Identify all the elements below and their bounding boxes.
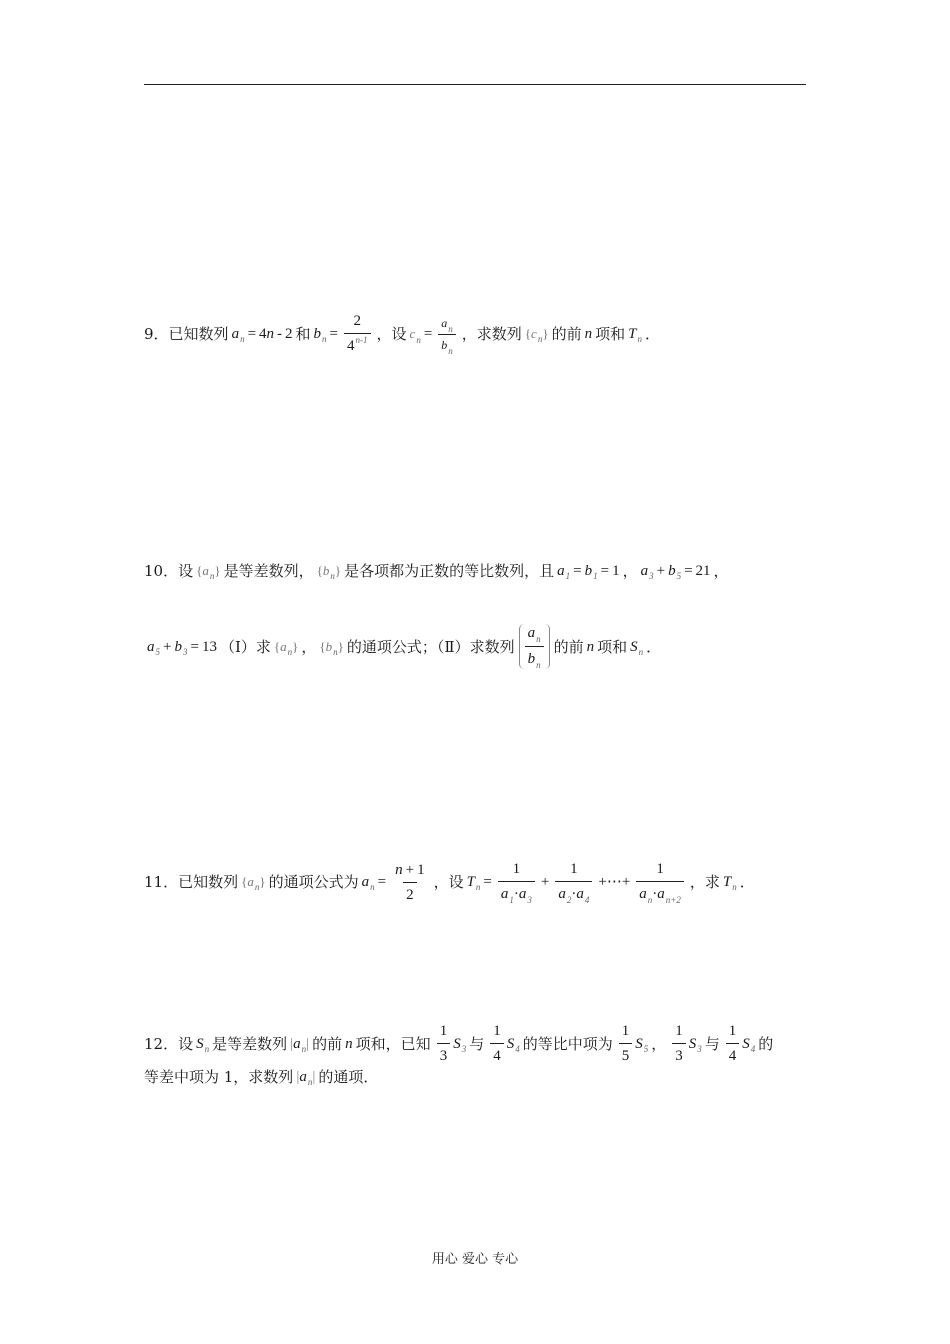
problem-text: （Ⅰ）求 bbox=[219, 637, 271, 656]
problem-text: ， bbox=[651, 1034, 667, 1053]
problem-text: 的通项． bbox=[318, 1068, 379, 1086]
page-footer: 用心 爱心 专心 bbox=[431, 1252, 519, 1267]
problem-text: 与 bbox=[704, 1034, 720, 1053]
problem-text: ，设 bbox=[376, 325, 407, 343]
formula-cn: $c_n$ = $\frac{a_n}{b_n}$ bbox=[410, 316, 459, 353]
formula-set-an: { a n } bbox=[196, 563, 221, 581]
problem-text: 设 bbox=[178, 562, 194, 580]
problem-text: ， bbox=[622, 562, 638, 580]
formula-fifth-S5: $\frac{1}{5}$ S 5 bbox=[616, 1022, 649, 1065]
formula-set-cn: { c n } bbox=[524, 326, 549, 344]
problem-text: 的等比中项为 bbox=[522, 1034, 613, 1053]
problem-text: 是等差数列 bbox=[212, 1034, 288, 1053]
problem-text: 已知数列 bbox=[168, 325, 229, 343]
formula-bn: b n = $\frac{2}{4^{n-1}}$ bbox=[314, 312, 374, 356]
problem-text: 项和 bbox=[595, 325, 626, 343]
problem-text: 是等差数列， bbox=[223, 562, 314, 580]
formula-n: n bbox=[345, 1035, 353, 1052]
problem-text: ． bbox=[646, 637, 662, 656]
formula-set-an: { a n } bbox=[241, 874, 266, 892]
formula-a5-b3: a 5 + b 3 = 13 bbox=[147, 638, 217, 657]
problem-9 bbox=[144, 312, 814, 356]
header-rule bbox=[144, 84, 806, 85]
problem-text: 已知数列 bbox=[178, 873, 239, 891]
formula-Tn: T n bbox=[722, 874, 737, 892]
problem-text: ． bbox=[644, 325, 660, 343]
formula-n: n bbox=[584, 326, 593, 342]
problem-text: 与 bbox=[469, 1034, 485, 1053]
problem-text: ，设 bbox=[433, 873, 464, 891]
problem-text: ，求数列 bbox=[461, 325, 522, 343]
formula-Tn: T n bbox=[628, 326, 642, 344]
problem-text: 项和，已知 bbox=[355, 1034, 431, 1053]
formula-third-S3: $\frac{1}{3}$ S 3 bbox=[669, 1022, 702, 1065]
formula-set-an-over-bn: $\frac{a_n}{b_n}$ bbox=[519, 624, 550, 669]
formula-abs-an: | a n | bbox=[290, 1035, 310, 1054]
problem-number: 9． bbox=[144, 325, 169, 343]
problem-12-line-2 bbox=[144, 1066, 814, 1088]
formula-Sn: S n bbox=[630, 638, 644, 657]
problem-text: 和 bbox=[295, 325, 311, 343]
formula-quarter-S4: $\frac{1}{4}$ S 4 bbox=[487, 1022, 520, 1065]
formula-set-bn: { b n } bbox=[319, 638, 344, 657]
formula-third-S3: $\frac{1}{3}$ S 3 bbox=[434, 1022, 467, 1065]
formula-Tn-sum: T n = $\frac{1}{a_1\cdot a_3}$ + $\frac{1}{a_2\cdot a_4}$ +⋯+ $\frac{1}{a_n\cdot a_{n+2}}$ bbox=[467, 860, 687, 904]
problem-number: 11． bbox=[144, 873, 179, 891]
formula-a1-b1: a 1 = b 1 = 1 bbox=[557, 563, 620, 581]
problem-text: ． bbox=[739, 873, 755, 891]
problem-11 bbox=[144, 860, 814, 904]
problem-text: 的通项公式；（Ⅱ）求数列 bbox=[346, 637, 515, 656]
problem-text: 的 bbox=[758, 1034, 774, 1053]
problem-10-line-2 bbox=[144, 624, 814, 669]
problem-number: 12． bbox=[144, 1034, 179, 1053]
formula-an-def: a n = $\frac{n + 1}{2}$ bbox=[361, 861, 425, 903]
problem-text: 项和 bbox=[597, 637, 628, 656]
problem-text: ， bbox=[713, 562, 729, 580]
formula-Sn: S n bbox=[196, 1035, 210, 1054]
problem-number: 10． bbox=[144, 562, 179, 580]
problem-12-line-1 bbox=[144, 1022, 814, 1065]
formula-quarter-S4: $\frac{1}{4}$ S 4 bbox=[723, 1022, 756, 1065]
problem-text: ， bbox=[301, 637, 317, 656]
problem-text: 的前 bbox=[553, 637, 584, 656]
problem-text: 是各项都为正数的等比数列，且 bbox=[344, 562, 555, 580]
formula-n: n bbox=[586, 638, 595, 655]
problem-10-line-1 bbox=[144, 560, 814, 582]
problem-text: 的前 bbox=[551, 325, 582, 343]
formula-a3-b5: a 3 + b 5 = 21 bbox=[640, 563, 711, 581]
problem-text: 的前 bbox=[312, 1034, 343, 1053]
problem-text: 等差中项为 1，求数列 bbox=[144, 1068, 294, 1086]
formula-set-an: { a n } bbox=[273, 638, 299, 657]
problem-text: 的通项公式为 bbox=[268, 873, 359, 891]
formula-abs-an: | a n | bbox=[296, 1069, 316, 1087]
formula-set-bn: { b n } bbox=[316, 563, 342, 581]
formula-an: a n = 4 n - 2 bbox=[231, 326, 293, 344]
problem-text: 设 bbox=[178, 1034, 194, 1053]
problem-text: ，求 bbox=[689, 873, 720, 891]
